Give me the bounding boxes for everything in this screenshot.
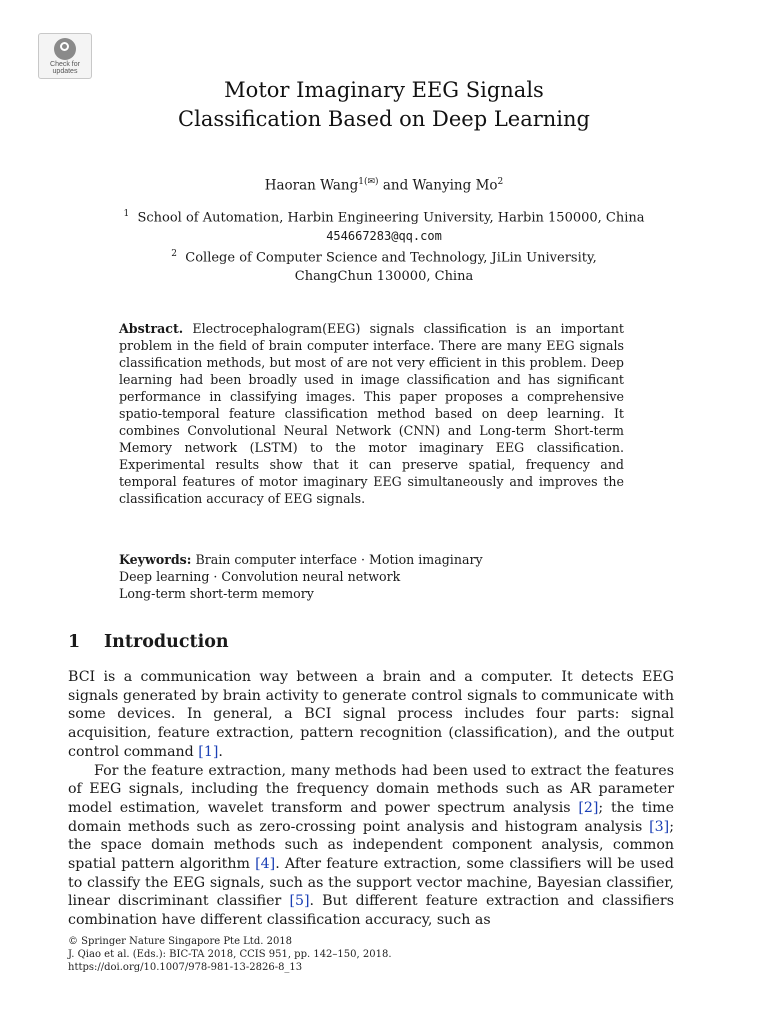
keywords-label: Keywords: xyxy=(119,552,192,567)
copyright-footer xyxy=(68,935,392,974)
badge-label-2: updates xyxy=(52,68,78,75)
footer-copyright: © Springer Nature Singapore Pte Ltd. 2018 xyxy=(68,936,293,947)
title-line-1: Motor Imaginary EEG Signals xyxy=(224,78,544,102)
author-2-mark: 2 xyxy=(497,177,504,187)
affiliation-2 xyxy=(0,245,768,267)
paragraph-1-end: . xyxy=(218,743,223,760)
affiliation-1-mark: 1 xyxy=(123,209,130,219)
keywords-line-1: Brain computer interface · Motion imaginary xyxy=(195,552,483,567)
author-2: Wanying Mo xyxy=(412,177,498,194)
author-list xyxy=(0,173,768,195)
paragraph-2-text-1: For the feature extraction, many methods had been used to extract the features of EEG signals, including the frequency domain methods such as AR parameter model estimation, wavelet transform and power spectrum analysis xyxy=(68,762,674,816)
affiliation-2-line-2: ChangChun 130000, China xyxy=(294,268,474,284)
abstract-text: Electrocephalogram(EEG) signals classification is an important problem in the field of brain computer interface. There are many EEG signals classification methods, but most of are not very efficient in this problem. Deep learning had been broadly used in image classification and has significant performance in classifying images. This paper proposes a comprehensive spatio-temporal feature classification method based on deep learning. It combines Convolutional Neural Network (CNN) and Long-term Short-term Memory network (LSTM) to the motor imaginary EEG classification. Experimental results show that it can preserve spatial, frequency and temporal features of motor imaginary EEG simultaneously and improves the classification accuracy of EEG signals. xyxy=(119,321,624,506)
check-for-updates-badge[interactable] xyxy=(38,33,92,79)
affiliation-2-text: College of Computer Science and Technology, JiLin University, xyxy=(185,250,597,266)
affiliation-1 xyxy=(0,205,768,227)
affiliation-2-mark: 2 xyxy=(171,249,177,260)
citation-2[interactable]: [2] xyxy=(578,799,599,816)
paragraph-1 xyxy=(68,668,674,762)
affiliation-1-text: School of Automation, Harbin Engineering University, Harbin 150000, China xyxy=(137,210,645,226)
author-1-mark: 1(✉) xyxy=(358,177,379,187)
affiliations xyxy=(0,205,768,286)
abstract-label: Abstract. xyxy=(119,321,184,336)
paragraph-2-text-3: ; the space domain methods such as independent component analysis, common spatial pattern algorithm xyxy=(68,818,674,873)
citation-4[interactable]: [4] xyxy=(255,856,276,873)
paragraph-2 xyxy=(68,762,674,930)
author-1: Haoran Wang xyxy=(264,177,359,194)
keywords xyxy=(119,551,624,602)
keywords-line-2: Deep learning · Convolution neural network xyxy=(119,569,401,584)
paper-title xyxy=(0,76,768,134)
section-number: 1 xyxy=(68,632,81,652)
section-heading xyxy=(68,630,229,654)
author-email[interactable]: 454667283@qq.com xyxy=(326,229,442,244)
keywords-line-3: Long-term short-term memory xyxy=(119,586,314,601)
paragraph-1-text: BCI is a communication way between a brain and a computer. It detects EEG signals generated by brain activity to generate control signals to communicate with some devices. In general, a BCI signal process includes four parts: signal acquisition, feature extraction, pattern recognition (classification), and the output control command xyxy=(68,669,674,760)
paragraph-2-text-4: . After feature extraction, some classifiers will be used to classify the EEG signals, such as the support vector machine, Bayesian classifier, linear discriminant classifier xyxy=(68,856,674,910)
citation-3[interactable]: [3] xyxy=(649,818,670,835)
introduction-body xyxy=(68,668,674,930)
paragraph-2-text-2: ; the time domain methods such as zero-crossing point analysis and histogram analysis xyxy=(68,799,674,835)
footer-citation: J. Qiao et al. (Eds.): BIC-TA 2018, CCIS 951, pp. 142–150, 2018. xyxy=(68,949,392,960)
citation-1[interactable]: [1] xyxy=(198,743,219,760)
footer-doi-link[interactable]: https://doi.org/10.1007/978-981-13-2826-8_13 xyxy=(68,962,303,973)
abstract xyxy=(119,320,624,507)
paragraph-2-text-5: . But different feature extraction and classifiers combination have different classification accuracy, such as xyxy=(68,893,674,929)
check-for-updates-icon xyxy=(54,38,76,60)
author-conjunction: and xyxy=(382,177,409,194)
title-line-2: Classification Based on Deep Learning xyxy=(178,107,590,131)
citation-5[interactable]: [5] xyxy=(289,893,310,910)
badge-label-1: Check for xyxy=(50,61,80,68)
section-title: Introduction xyxy=(104,632,229,652)
